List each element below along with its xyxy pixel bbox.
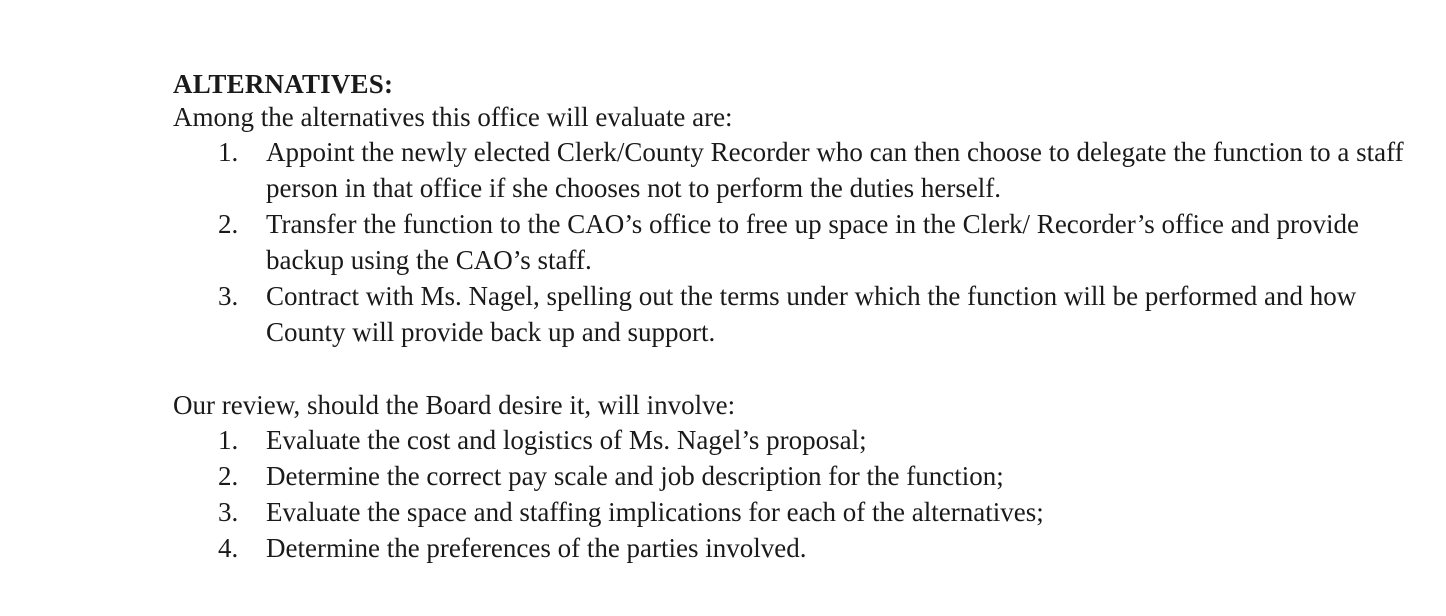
list-item-text: Evaluate the cost and logistics of Ms. Nagel’s proposal; [266, 425, 867, 455]
list-item-number: 3. [218, 281, 239, 311]
list-item-text: Transfer the function to the CAO’s office to free up space in the Clerk/ Recorder’s office and provide backup using the CAO’s staff. [266, 209, 1359, 275]
paragraph-spacer [173, 350, 1413, 388]
list-item [173, 422, 1413, 458]
review-list [173, 422, 1413, 566]
list-item-text: Evaluate the space and staffing implications for each of the alternatives; [266, 497, 1044, 527]
list-item-number: 2. [218, 209, 239, 239]
review-intro: Our review, should the Board desire it, will involve: [173, 390, 736, 420]
list-item-text: Determine the preferences of the parties involved. [266, 533, 807, 563]
list-item [173, 134, 1413, 206]
list-item [173, 206, 1413, 278]
list-item-text: Contract with Ms. Nagel, spelling out the terms under which the function will be performed and how County will provide back up and support. [266, 281, 1357, 347]
section-heading: ALTERNATIVES: [173, 69, 394, 99]
list-item-number: 2. [218, 461, 239, 491]
alternatives-intro: Among the alternatives this office will evaluate are: [173, 102, 733, 132]
document-page [173, 68, 1413, 566]
list-item-number: 1. [218, 425, 239, 455]
list-item-text: Determine the correct pay scale and job description for the function; [266, 461, 1004, 491]
list-item [173, 494, 1413, 530]
list-item-number: 1. [218, 137, 239, 167]
list-item [173, 458, 1413, 494]
list-item-text: Appoint the newly elected Clerk/County Recorder who can then choose to delegate the function to a staff person in that office if she chooses not to perform the duties herself. [266, 137, 1404, 203]
list-item [173, 278, 1413, 350]
list-item-number: 3. [218, 497, 239, 527]
alternatives-list [173, 134, 1413, 350]
list-item [173, 530, 1413, 566]
list-item-number: 4. [218, 533, 239, 563]
